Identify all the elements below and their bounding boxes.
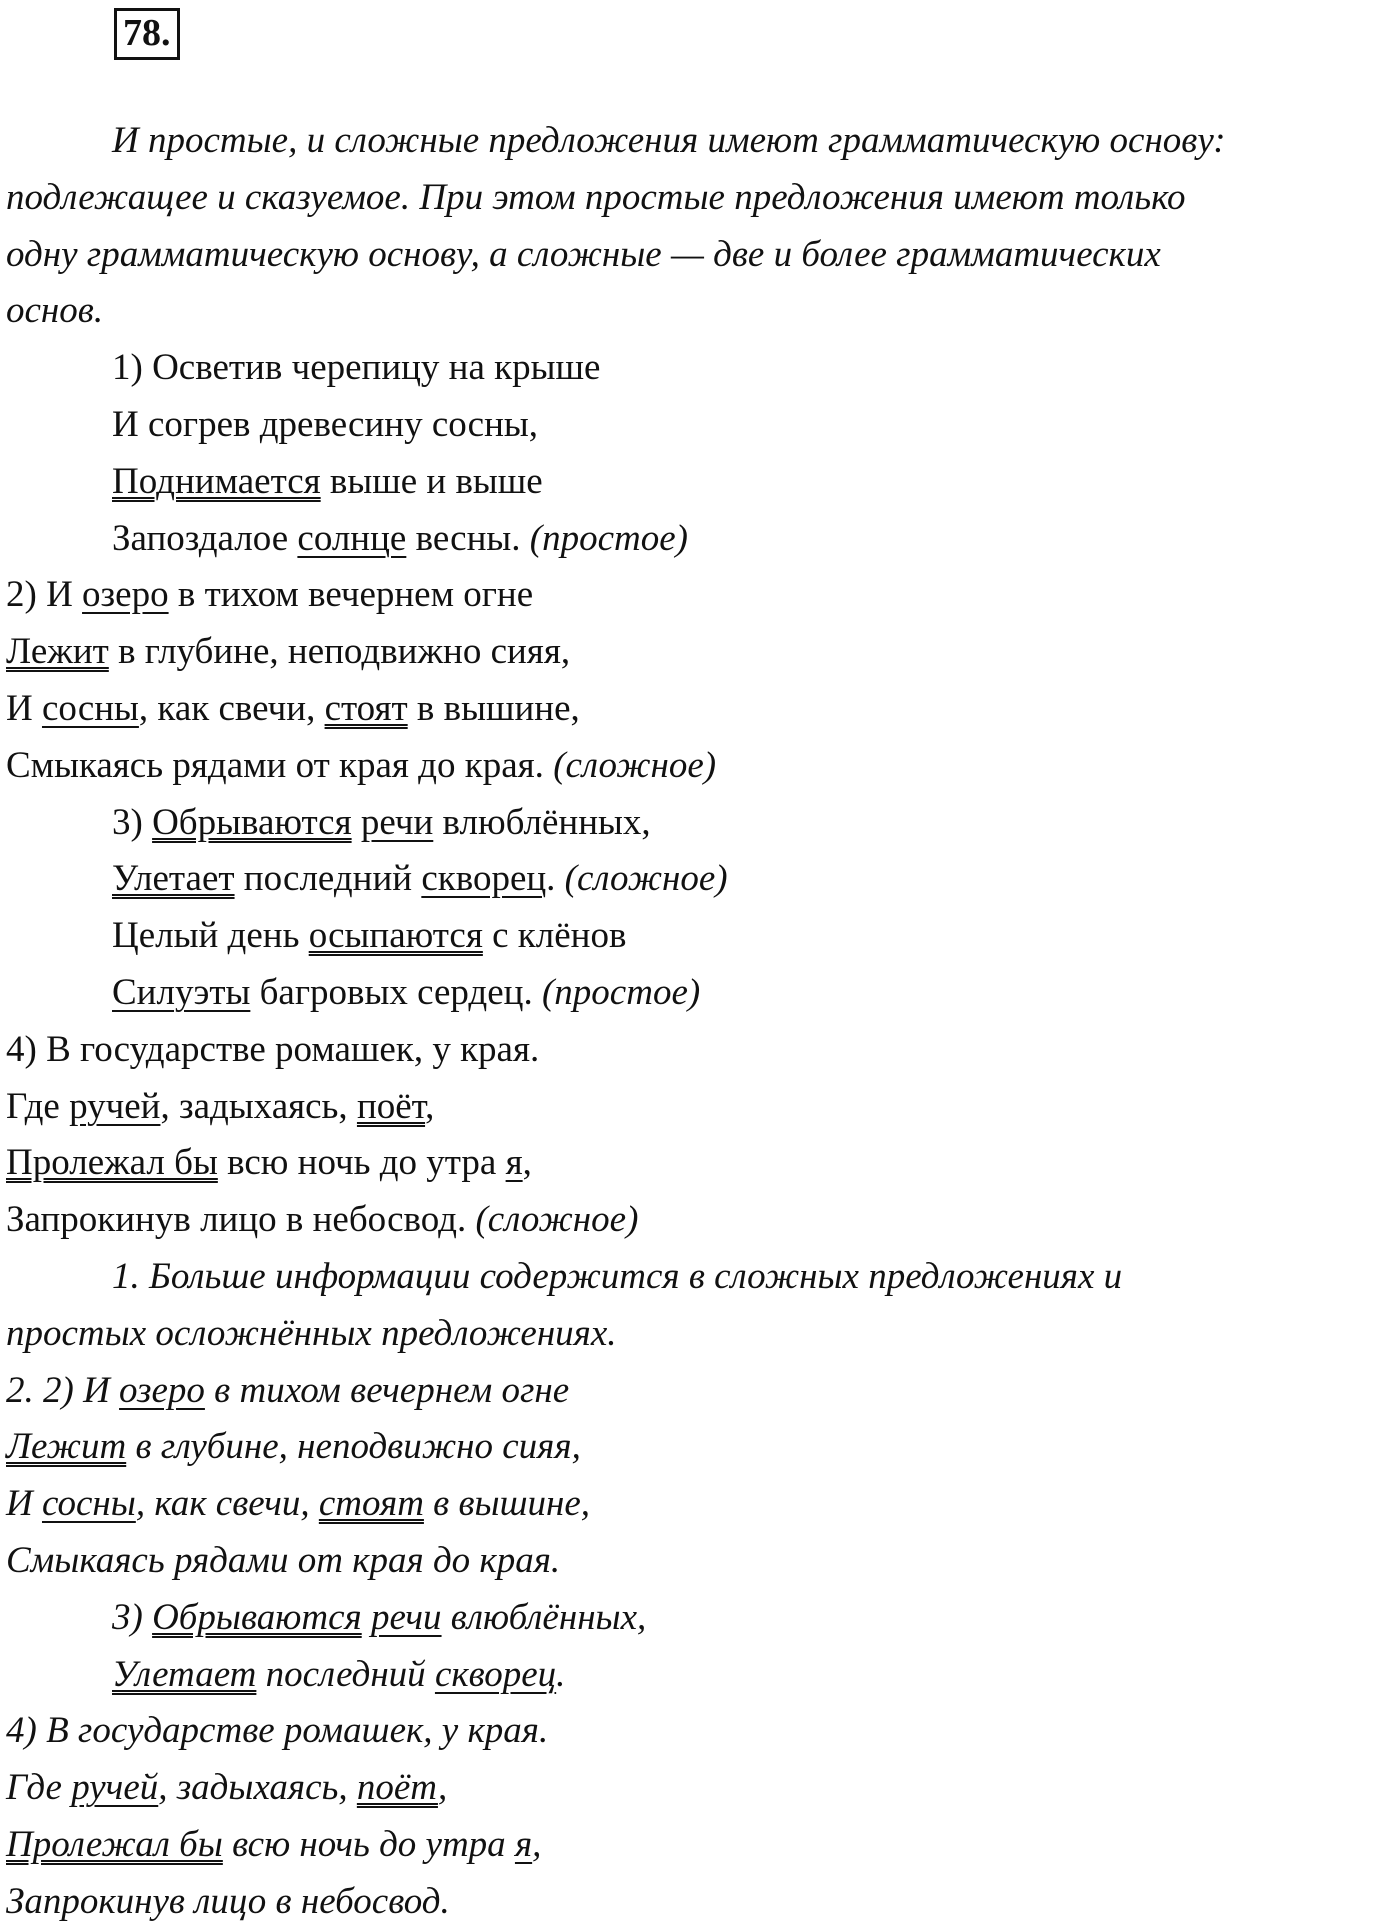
text: Где bbox=[6, 1085, 70, 1127]
text: , bbox=[425, 1085, 435, 1127]
text: влюблённых, bbox=[433, 801, 651, 843]
text: Запоздалое bbox=[112, 517, 298, 559]
text: И bbox=[6, 687, 42, 729]
text: в глубине, неподвижно сияя, bbox=[108, 631, 571, 673]
predicate: Улетает bbox=[112, 858, 235, 900]
subject: речи bbox=[370, 1596, 442, 1638]
text: Целый день bbox=[112, 915, 309, 957]
answer-poem-line bbox=[6, 1647, 1400, 1704]
text: И согрев древесину сосны, bbox=[112, 403, 539, 445]
intro-line: одну грамматическую основу, а сложные — две и более грамматических bbox=[6, 233, 1161, 275]
text: Смыкаясь рядами от края до края. bbox=[6, 744, 554, 786]
text: 4) В государстве ромашек, у края. bbox=[6, 1028, 540, 1070]
sentence-type-note: (простое) bbox=[529, 517, 688, 559]
text: Запрокинув лицо в небосвод. bbox=[6, 1199, 476, 1241]
predicate: Обрываются bbox=[152, 1596, 362, 1638]
poem-line bbox=[6, 1022, 1400, 1079]
text: в тихом вечернем огне bbox=[168, 574, 534, 616]
answer-poem-line bbox=[6, 1817, 1400, 1874]
answer-poem-line bbox=[6, 1590, 1400, 1647]
text: 4) В государстве ромашек, у края. bbox=[6, 1710, 549, 1752]
poem-line bbox=[6, 681, 1400, 738]
text: всю ночь до утра bbox=[217, 1142, 506, 1184]
poem-line bbox=[6, 1079, 1400, 1136]
text: , bbox=[437, 1767, 448, 1809]
predicate: Лежит bbox=[6, 631, 109, 673]
poem-line bbox=[6, 908, 1400, 965]
subject: солнце bbox=[297, 517, 407, 559]
text: Смыкаясь рядами от края до края. bbox=[6, 1539, 561, 1581]
text: , как свечи, bbox=[135, 1483, 319, 1525]
text: И bbox=[6, 1483, 42, 1525]
text: 3) bbox=[112, 1596, 153, 1638]
intro-line: И простые, и сложные предложения имеют грамматическую основу: bbox=[112, 120, 1226, 161]
text: влюблённых, bbox=[441, 1596, 647, 1638]
sentence-type-note: (сложное) bbox=[553, 744, 717, 786]
text: 2) И bbox=[6, 574, 83, 616]
predicate: осыпаются bbox=[308, 915, 483, 957]
text: Запрокинув лицо в небосвод. bbox=[6, 1880, 450, 1922]
subject: Силуэты bbox=[112, 971, 251, 1013]
sentence-type-note: (простое) bbox=[541, 971, 701, 1013]
sentence-type-note: (сложное) bbox=[475, 1199, 639, 1241]
subject: озеро bbox=[119, 1369, 205, 1411]
predicate: стоят bbox=[324, 687, 408, 729]
poem-line bbox=[6, 738, 1400, 795]
task-number: 78. bbox=[114, 8, 180, 60]
predicate: поёт bbox=[356, 1767, 438, 1809]
text: выше и выше bbox=[320, 460, 543, 502]
intro-line: подлежащее и сказуемое. При этом простые предложения имеют только bbox=[6, 176, 1186, 218]
text: весны. bbox=[406, 517, 530, 559]
intro-line: основ. bbox=[6, 290, 104, 332]
subject: речи bbox=[360, 801, 434, 843]
subject: я bbox=[505, 1142, 523, 1184]
poem-line bbox=[6, 851, 1400, 908]
poem-line bbox=[6, 1192, 1400, 1249]
predicate: Пролежал бы bbox=[6, 1823, 223, 1865]
predicate: Поднимается bbox=[112, 460, 321, 502]
subject: ручей bbox=[71, 1767, 159, 1809]
text: 1) Осветив черепицу на крыше bbox=[112, 347, 601, 389]
predicate: Улетает bbox=[112, 1653, 257, 1695]
subject: скворец bbox=[421, 858, 547, 900]
text: багровых сердец. bbox=[250, 971, 542, 1013]
subject: скворец bbox=[434, 1653, 557, 1695]
text: последний bbox=[256, 1653, 435, 1695]
predicate: Пролежал бы bbox=[6, 1142, 218, 1184]
document-body bbox=[6, 113, 1400, 1931]
text: в тихом вечернем огне bbox=[204, 1369, 570, 1411]
text: с клёнов bbox=[482, 915, 627, 957]
predicate: Обрываются bbox=[152, 801, 352, 843]
text: , задыхаясь, bbox=[160, 1085, 357, 1127]
text: , bbox=[522, 1142, 532, 1184]
subject: ручей bbox=[69, 1085, 161, 1127]
sentence-type-note: (сложное) bbox=[564, 858, 728, 900]
answer-poem-line bbox=[6, 1533, 1400, 1590]
answer-poem-line bbox=[6, 1476, 1400, 1533]
subject: озеро bbox=[82, 574, 169, 616]
subject: сосны bbox=[41, 1483, 136, 1525]
poem-line bbox=[6, 624, 1400, 681]
poem-line bbox=[6, 454, 1400, 511]
subject: сосны bbox=[41, 687, 139, 729]
text: , как свечи, bbox=[138, 687, 325, 729]
predicate: стоят bbox=[318, 1483, 424, 1525]
answer-line: простых осложнённых предложениях. bbox=[6, 1312, 617, 1354]
text bbox=[362, 1597, 371, 1638]
text: в глубине, неподвижно сияя, bbox=[126, 1426, 581, 1468]
answer-poem-line bbox=[6, 1703, 1400, 1760]
text: , задыхаясь, bbox=[158, 1767, 357, 1809]
text: , bbox=[532, 1823, 542, 1865]
text: в вышине, bbox=[407, 687, 580, 729]
poem-line bbox=[6, 511, 1400, 568]
poem-line bbox=[6, 567, 1400, 624]
text: всю ночь до утра bbox=[222, 1823, 515, 1865]
text: 2. 2) И bbox=[6, 1369, 120, 1411]
text: . bbox=[546, 858, 565, 900]
text bbox=[352, 802, 361, 843]
poem-line bbox=[6, 795, 1400, 852]
text: 3) bbox=[112, 801, 153, 843]
text: Где bbox=[6, 1767, 72, 1809]
predicate: поёт bbox=[356, 1085, 426, 1127]
text: . bbox=[556, 1653, 566, 1695]
poem-line bbox=[6, 340, 1400, 397]
text: в вышине, bbox=[423, 1483, 591, 1525]
answer-line: 1. Больше информации содержится в сложных предложениях и bbox=[112, 1255, 1123, 1297]
answer-poem-line bbox=[6, 1874, 1400, 1931]
text: последний bbox=[234, 858, 422, 900]
subject: я bbox=[514, 1823, 533, 1865]
poem-line bbox=[6, 965, 1400, 1022]
poem-line bbox=[6, 397, 1400, 454]
poem-line bbox=[6, 1135, 1400, 1192]
answer-poem-line bbox=[6, 1760, 1400, 1817]
answer-poem-line bbox=[6, 1363, 1400, 1420]
predicate: Лежит bbox=[6, 1426, 127, 1468]
answer-poem-line bbox=[6, 1419, 1400, 1476]
